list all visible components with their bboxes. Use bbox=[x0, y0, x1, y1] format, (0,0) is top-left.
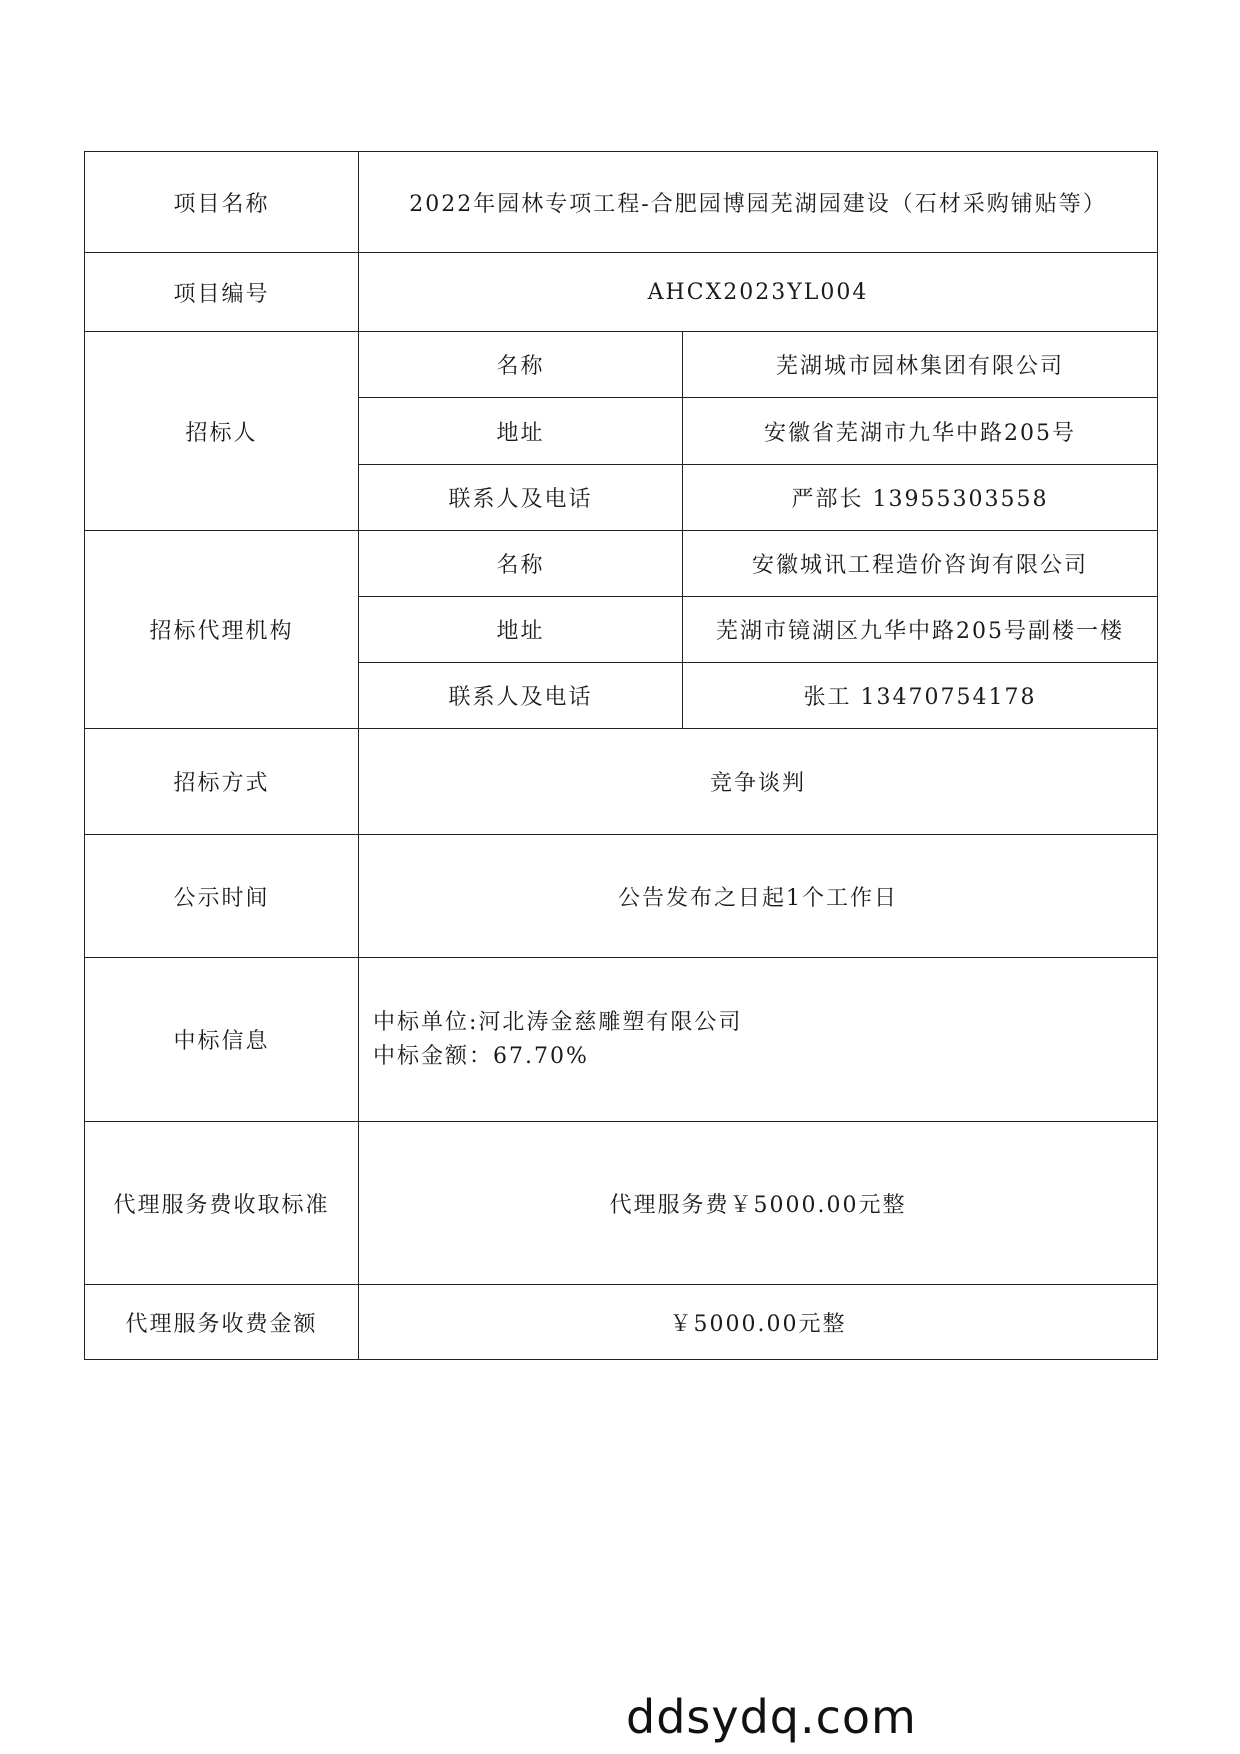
row-project-name bbox=[85, 152, 1158, 253]
tenderer-address-value: 安徽省芜湖市九华中路205号 bbox=[683, 398, 1158, 465]
row-tenderer-name bbox=[85, 332, 1158, 398]
winner-amount: 中标金额：67.70% bbox=[373, 1043, 589, 1069]
tenderer-name-label: 名称 bbox=[359, 332, 683, 398]
project-number-label: 项目编号 bbox=[85, 253, 359, 332]
tenderer-contact-value: 严部长 13955303558 bbox=[683, 465, 1158, 531]
row-method bbox=[85, 729, 1158, 835]
agency-address-label: 地址 bbox=[359, 597, 683, 663]
agency-address-value: 芜湖市镜湖区九华中路205号副楼一楼 bbox=[683, 597, 1158, 663]
publicity-label: 公示时间 bbox=[85, 835, 359, 958]
fee-amount-value: ￥5000.00元整 bbox=[359, 1285, 1158, 1360]
row-publicity bbox=[85, 835, 1158, 958]
tenderer-label: 招标人 bbox=[85, 332, 359, 531]
row-winner bbox=[85, 958, 1158, 1122]
row-fee-standard bbox=[85, 1122, 1158, 1285]
tenderer-name-value: 芜湖城市园林集团有限公司 bbox=[683, 332, 1158, 398]
winner-unit: 中标单位:河北涛金慈雕塑有限公司 bbox=[373, 1009, 743, 1035]
bid-result-table bbox=[84, 151, 1158, 1360]
project-number-value: AHCX2023YL004 bbox=[359, 253, 1158, 332]
tenderer-contact-label: 联系人及电话 bbox=[359, 465, 683, 531]
method-value: 竞争谈判 bbox=[359, 729, 1158, 835]
winner-label: 中标信息 bbox=[85, 958, 359, 1122]
agency-name-value: 安徽城讯工程造价咨询有限公司 bbox=[683, 531, 1158, 597]
agency-contact-value: 张工 13470754178 bbox=[683, 663, 1158, 729]
watermark-text: ddsydq.com bbox=[626, 1690, 917, 1744]
row-agency-name bbox=[85, 531, 1158, 597]
project-name-label: 项目名称 bbox=[85, 152, 359, 253]
row-fee-amount bbox=[85, 1285, 1158, 1360]
publicity-value: 公告发布之日起1个工作日 bbox=[359, 835, 1158, 958]
agency-label: 招标代理机构 bbox=[85, 531, 359, 729]
method-label: 招标方式 bbox=[85, 729, 359, 835]
fee-amount-label: 代理服务收费金额 bbox=[85, 1285, 359, 1360]
agency-contact-label: 联系人及电话 bbox=[359, 663, 683, 729]
fee-standard-value: 代理服务费￥5000.00元整 bbox=[359, 1122, 1158, 1285]
agency-name-label: 名称 bbox=[359, 531, 683, 597]
winner-info bbox=[359, 958, 1158, 1122]
project-name-value: 2022年园林专项工程-合肥园博园芜湖园建设（石材采购铺贴等） bbox=[359, 152, 1158, 253]
fee-standard-label: 代理服务费收取标准 bbox=[85, 1122, 359, 1285]
tenderer-address-label: 地址 bbox=[359, 398, 683, 465]
row-project-number bbox=[85, 253, 1158, 332]
